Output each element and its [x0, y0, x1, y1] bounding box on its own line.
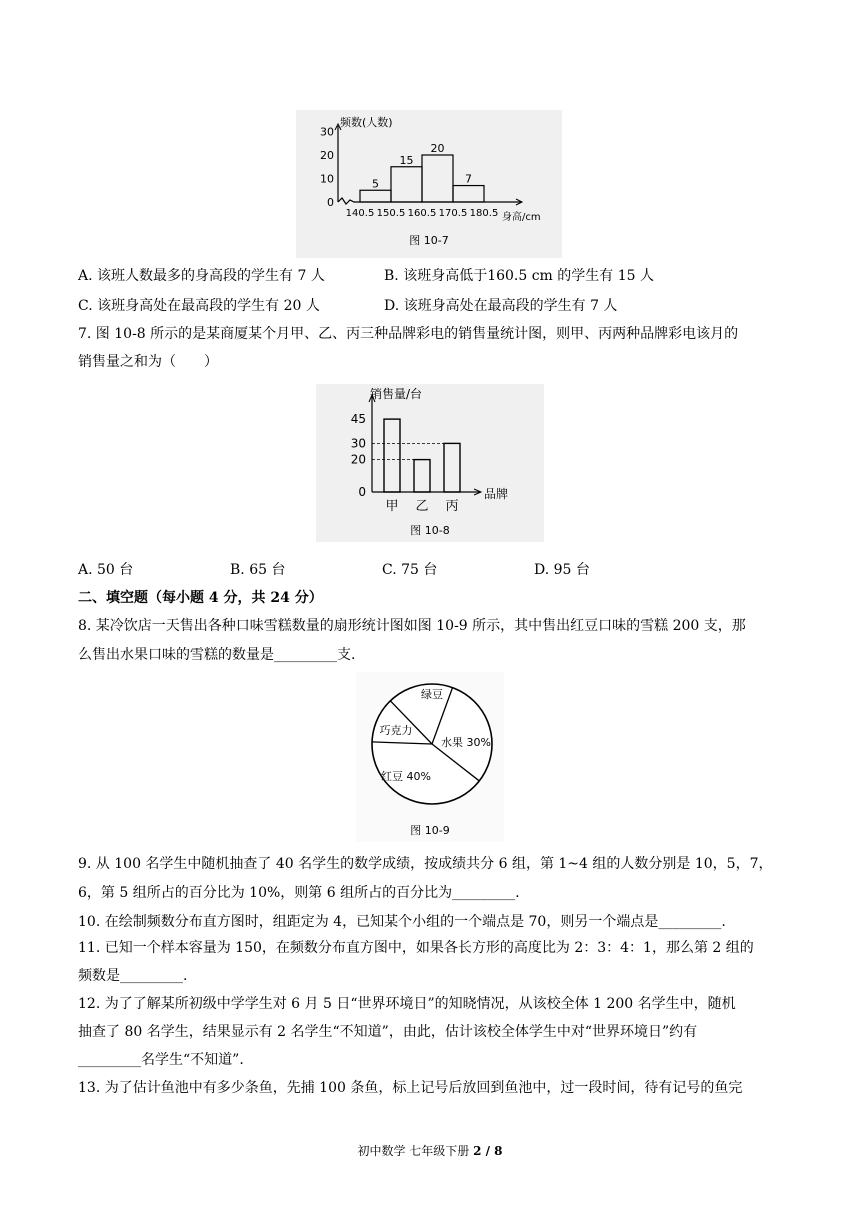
q6-option-d: D. 该班身高处在最高段的学生有 7 人	[384, 298, 618, 314]
q7-line-2: 销售量之和为（ ）	[78, 354, 218, 370]
page-number: 2 / 8	[473, 1144, 503, 1158]
bar-value-label: 15	[399, 153, 414, 167]
q12-line-3: _________名学生“不知道”.	[78, 1052, 244, 1068]
q11-line-1: 11. 已知一个样本容量为 150，在频数分布直方图中，如果各长方形的高度比为 2：3：4：1，那么第 2 组的	[78, 940, 754, 956]
figure-10-7	[296, 110, 562, 258]
q8-line-2: 么售出水果口味的雪糕的数量是_________支.	[78, 647, 356, 663]
x-tick-label: 150.5	[376, 208, 406, 219]
q6-option-b: B. 该班身高低于160.5 cm 的学生有 15 人	[384, 268, 654, 284]
q9-line-2: 6，第 5 组所占的百分比为 10%，则第 6 组所占的百分比为_________.	[78, 885, 520, 901]
q6-option-a: A. 该班人数最多的身高段的学生有 7 人	[78, 268, 325, 284]
x-tick-label: 140.5	[345, 208, 375, 219]
y-tick-label: 0	[358, 485, 366, 499]
bar-value-label: 20	[430, 142, 445, 155]
q8-line-1: 8. 某冷饮店一天售出各种口味雪糕数量的扇形统计图如图 10-9 所示，其中售出红豆口味的雪糕 200 支，那	[78, 618, 746, 634]
x-axis-label: 品牌	[484, 487, 509, 501]
y-tick-label: 30	[350, 436, 366, 451]
slice-label: 红豆 40%	[381, 770, 431, 783]
bar	[384, 419, 400, 492]
slice-label: 水果 30%	[441, 736, 491, 749]
q7-option-a: A. 50 台	[78, 562, 134, 578]
pie-chart	[356, 672, 504, 842]
sales-bar-chart	[316, 384, 544, 542]
figure-caption: 图 10-7	[409, 234, 449, 247]
section-heading: 二、填空题（每小题 4 分，共 24 分）	[78, 590, 323, 606]
histogram-chart	[296, 110, 562, 258]
bar-value-label: 5	[372, 177, 379, 191]
bar	[414, 460, 430, 492]
q10-text: 10. 在绘制频数分布直方图时，组距定为 4，已知某个小组的一个端点是 70，则另一个端点是_________.	[78, 914, 726, 930]
y-axis-label: 销售量/台	[370, 387, 423, 401]
y-tick-label: 45	[350, 412, 366, 427]
figure-10-9	[356, 672, 504, 842]
x-tick-label: 丙	[445, 499, 459, 514]
y-tick-label: 0	[327, 196, 334, 209]
histogram-bar	[360, 190, 391, 202]
y-axis-label: 频数(人数)	[340, 116, 393, 129]
q11-line-2: 频数是_________.	[78, 968, 188, 984]
x-tick-label: 170.5	[438, 208, 468, 219]
x-tick-label: 甲	[385, 499, 399, 514]
footer-text: 初中数学 七年级下册	[357, 1144, 474, 1158]
y-tick-label: 30	[320, 125, 334, 139]
x-axis-label: 身高/cm	[502, 212, 541, 223]
y-tick-label: 20	[350, 452, 366, 467]
y-tick-label: 20	[320, 149, 334, 162]
q13-line-1: 13. 为了估计鱼池中有多少条鱼，先捕 100 条鱼，标上记号后放回到鱼池中，过一段时间，待有记号的鱼完	[78, 1080, 743, 1096]
q7-line-1: 7. 图 10-8 所示的是某商厦某个月甲、乙、丙三种品牌彩电的销售量统计图，则甲、丙两种品牌彩电该月的	[78, 326, 739, 342]
figure-10-8	[316, 384, 544, 542]
histogram-bar	[422, 155, 453, 202]
slice-label: 绿豆	[421, 688, 443, 701]
figure-caption: 图 10-8	[410, 524, 450, 537]
y-tick-label: 10	[320, 172, 334, 186]
slice-label: 巧克力	[379, 724, 413, 737]
q7-option-b: B. 65 台	[230, 562, 286, 578]
bar-value-label: 7	[465, 172, 472, 186]
q12-line-1: 12. 为了了解某所初级中学学生对 6 月 5 日“世界环境日”的知晓情况，从该校全体 1 200 名学生中，随机	[78, 996, 736, 1012]
x-tick-label: 160.5	[407, 208, 437, 219]
q7-option-d: D. 95 台	[534, 562, 590, 578]
figure-caption: 图 10-9	[410, 824, 450, 837]
page-footer	[0, 1142, 860, 1159]
x-tick-label: 180.5	[469, 208, 499, 219]
q12-line-2: 抽查了 80 名学生，结果显示有 2 名学生“不知道”，由此，估计该校全体学生中对“世界环境日”约有	[78, 1024, 698, 1040]
bar	[444, 443, 460, 492]
q7-option-c: C. 75 台	[382, 562, 438, 578]
x-axis	[338, 198, 522, 204]
histogram-bar	[453, 186, 484, 202]
q6-option-c: C. 该班身高处在最高段的学生有 20 人	[78, 298, 320, 314]
histogram-bar	[391, 167, 422, 202]
x-tick-label: 乙	[415, 499, 429, 514]
q9-line-1: 9. 从 100 名学生中随机抽查了 40 名学生的数学成绩，按成绩共分 6 组，第 1~4 组的人数分别是 10，5，7，	[78, 856, 773, 872]
